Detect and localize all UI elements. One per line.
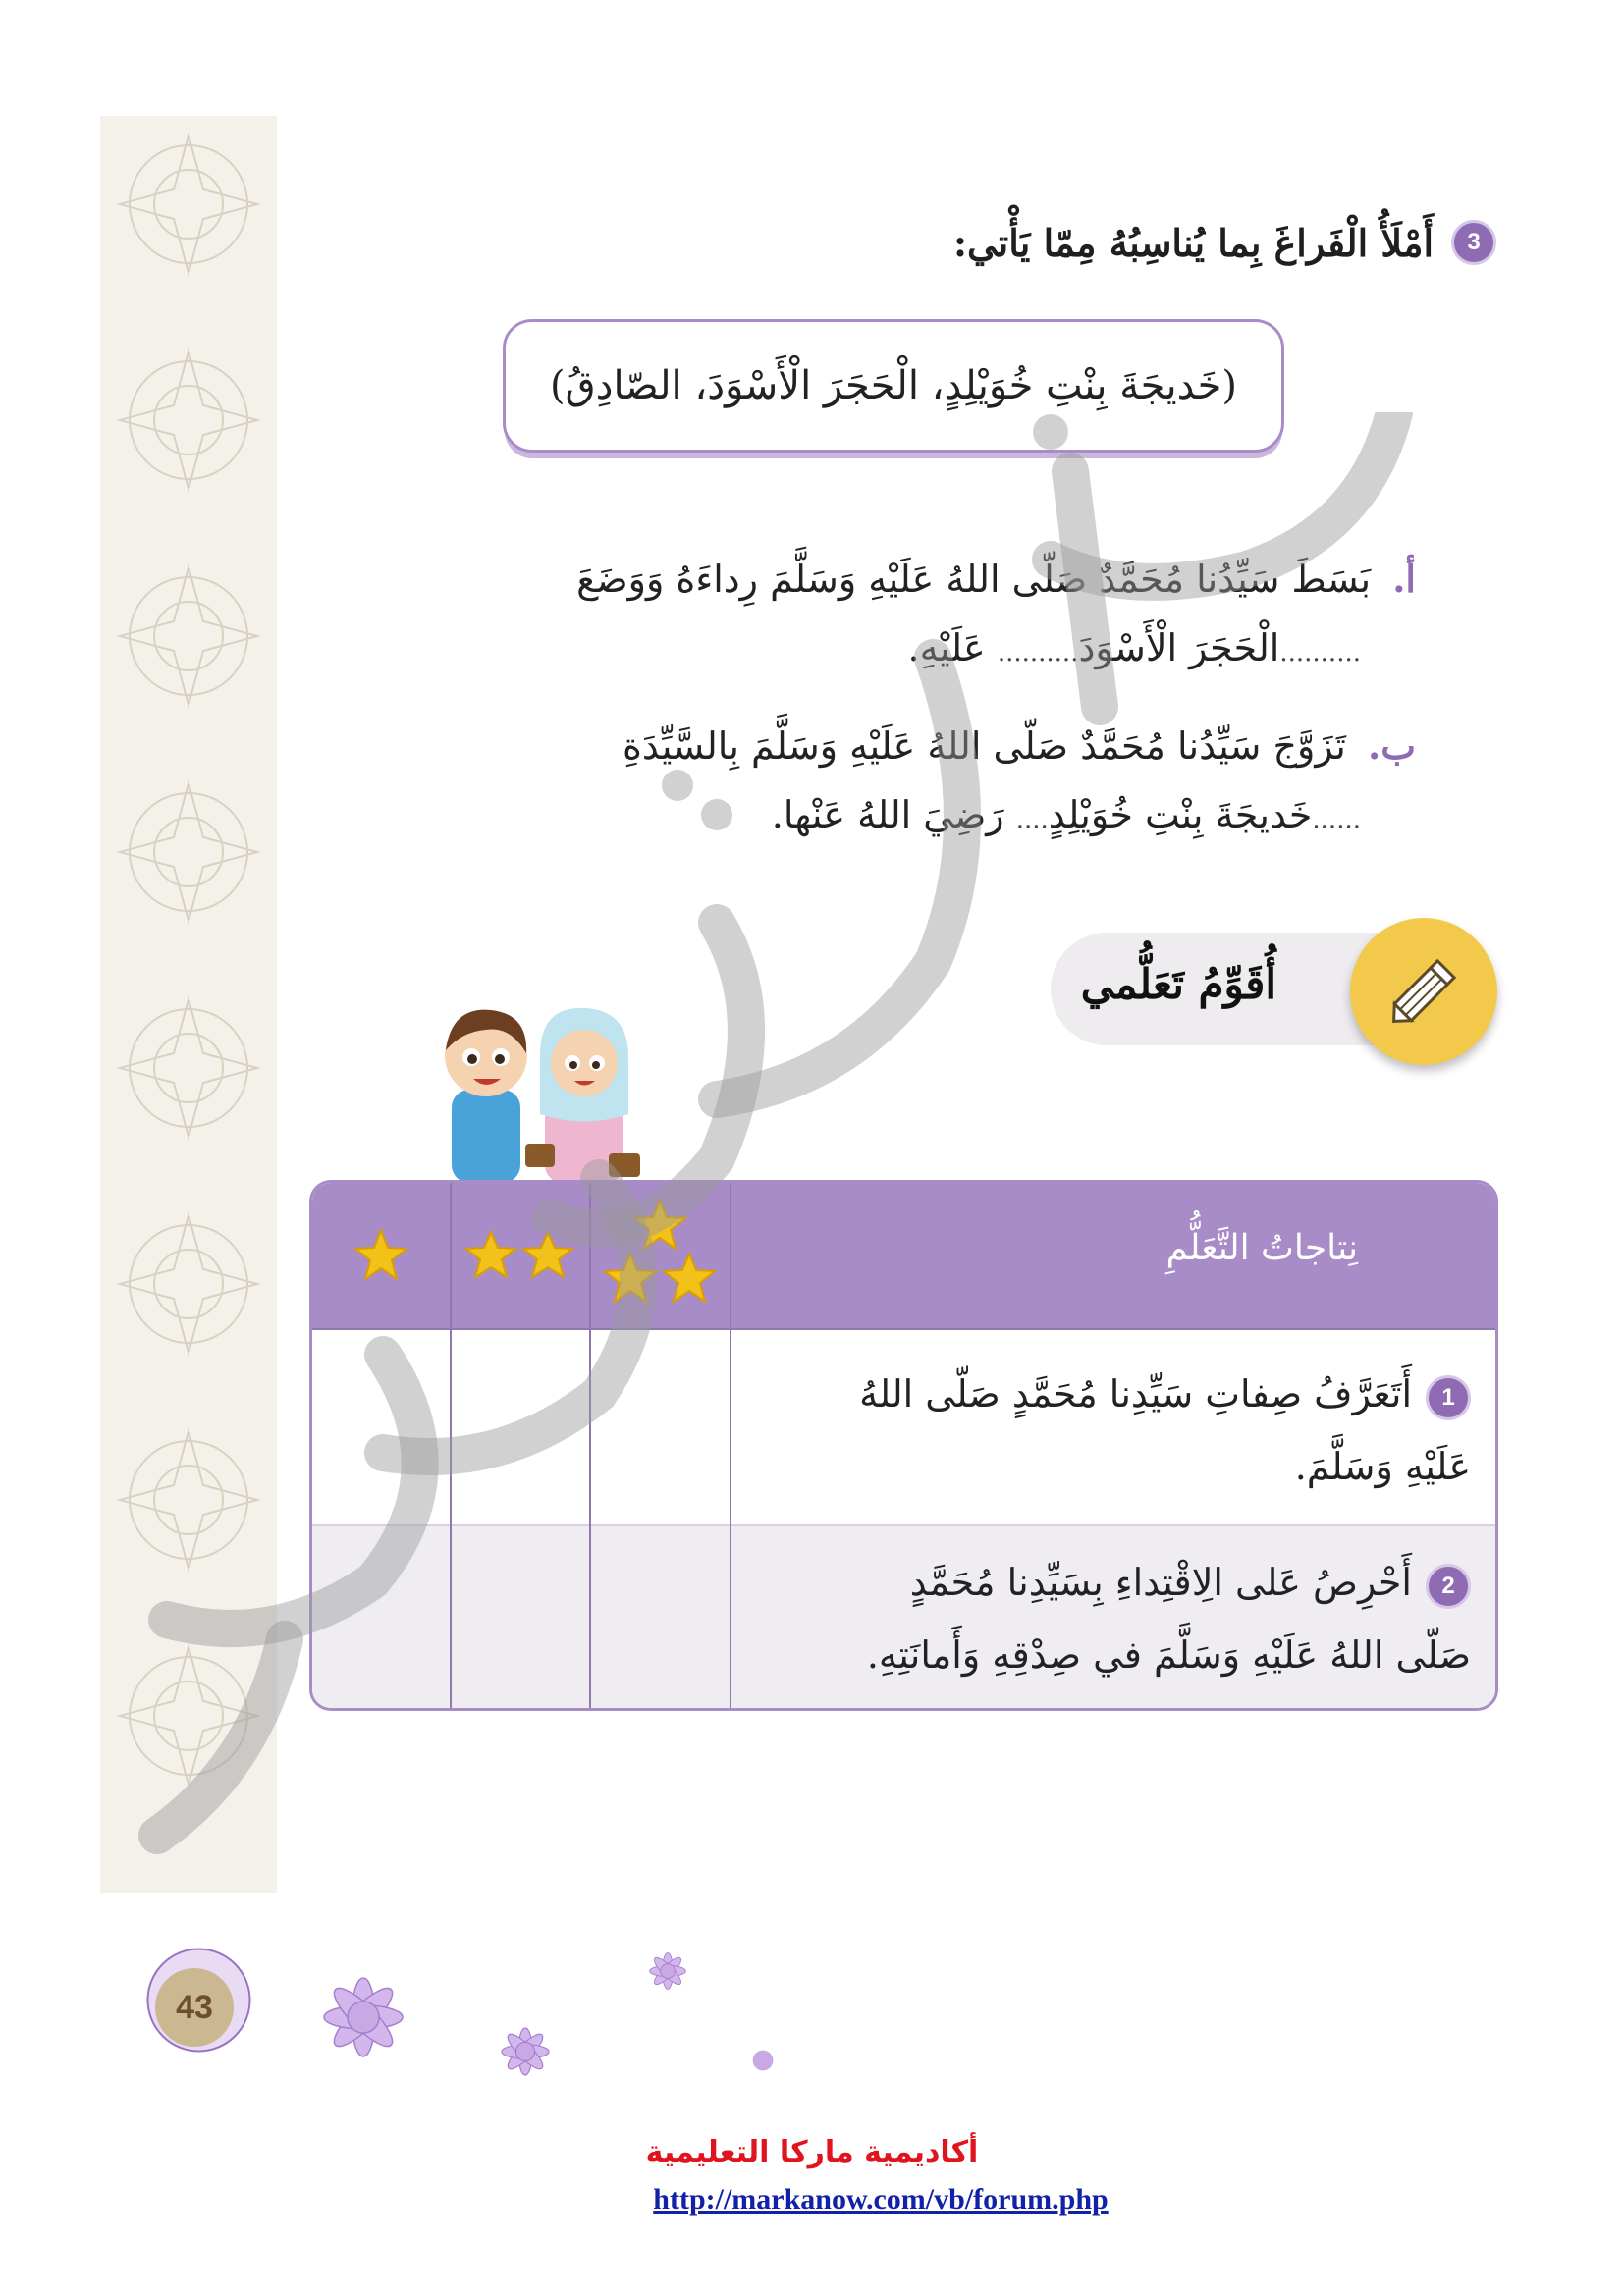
ornament-icon: [110, 558, 267, 715]
word-bank-text: (خَديجَةَ بِنْتِ خُوَيْلِدٍ، الْحَجَرَ الْأَسْوَدَ، الصّادِقُ): [550, 363, 1237, 408]
star-icon: [599, 1195, 722, 1317]
filled-answer[interactable]: خَديجَةَ بِنْتِ خُوَيْلِدٍ: [1048, 793, 1313, 836]
exercise-instruction: أَمْلَأُ الْفَراغَ بِما يُناسِبُهُ مِمّا يَأْتي:: [952, 220, 1434, 265]
item-line2-end: رَضِيَ اللهُ عَنْها.: [771, 793, 1004, 836]
outcome-row-1: [842, 1358, 1471, 1503]
flower-ornament-icon: [314, 1968, 412, 2066]
fill-in-item-b: [532, 712, 1416, 854]
ornament-icon: [110, 342, 267, 499]
exercise-number-badge: 3: [1451, 220, 1496, 265]
star-icon: [461, 1226, 579, 1285]
outcome-text: أَحْرِصُ عَلى الِاقْتِداءِ بِسَيِّدِنا مُحَمَّدٍ صَلّى اللهُ عَلَيْهِ وَسَلَّمَ في صِدْقِهِ وَأَمانَتِهِ.: [866, 1561, 1471, 1677]
flower-ornament-icon: [496, 2022, 555, 2081]
footer: [0, 2135, 1624, 2216]
blank-dots: ..........: [997, 638, 1079, 667]
outcome-text: أَتَعَرَّفُ صِفاتِ سَيِّدِنا مُحَمَّدٍ صَلّى اللهُ عَلَيْهِ وَسَلَّمَ.: [859, 1372, 1471, 1488]
blank-dots: ..........: [1279, 638, 1361, 667]
pencil-icon: [1350, 918, 1497, 1065]
exercise-heading: [884, 208, 1496, 277]
three-stars-column: [591, 1183, 730, 1328]
ornament-icon: [110, 1421, 267, 1578]
flower-ornament-icon: [750, 2048, 776, 2073]
blank-dots: ....: [1015, 805, 1049, 834]
filled-answer[interactable]: الْحَجَرَ الْأَسْوَدَ: [1078, 626, 1280, 669]
item-letter: أ.: [1392, 557, 1416, 601]
page-number: 43: [155, 1968, 234, 2047]
item-line1: تَزَوَّجَ سَيِّدُنا مُحَمَّدٌ صَلّى اللهُ عَلَيْهِ وَسَلَّمَ بِالسَّيِّدَةِ: [622, 724, 1346, 768]
blank-dots: ......: [1312, 805, 1361, 834]
decorative-pattern-band: [100, 116, 277, 1893]
outcome-row-2: [842, 1546, 1471, 1691]
ornament-icon: [110, 126, 267, 283]
children-illustration: [432, 996, 648, 1183]
footer-link[interactable]: http://markanow.com/vb/forum.php: [653, 2183, 1109, 2216]
assessment-table: [309, 1180, 1498, 1711]
ornament-icon: [110, 1637, 267, 1794]
ornament-icon: [110, 774, 267, 931]
word-bank-box: [503, 319, 1284, 453]
item-line2-end: عَلَيْهِ.: [907, 626, 986, 669]
ornament-icon: [110, 989, 267, 1147]
learning-outcomes-header: نِتاجاتُ التَّعَلُّمِ: [1165, 1228, 1358, 1268]
item-letter: ب.: [1367, 723, 1416, 768]
one-star-column: [312, 1183, 450, 1328]
ornament-icon: [110, 1205, 267, 1362]
section-title: أُقَوِّمُ تَعَلُّمي: [1080, 960, 1276, 1008]
outcome-number-badge: 2: [1426, 1564, 1471, 1609]
footer-academy-name: أكاديمية ماركا التعليمية: [645, 2135, 979, 2169]
item-line1: بَسَطَ سَيِّدُنا مُحَمَّدٌ صَلّى اللهُ عَلَيْهِ وَسَلَّمَ رِداءَهُ وَوَضَعَ: [576, 558, 1372, 601]
outcome-number-badge: 1: [1426, 1375, 1471, 1420]
flower-ornament-icon: [645, 1949, 690, 1994]
star-icon: [352, 1226, 410, 1285]
two-stars-column: [452, 1183, 589, 1328]
fill-in-item-a: [532, 545, 1416, 687]
